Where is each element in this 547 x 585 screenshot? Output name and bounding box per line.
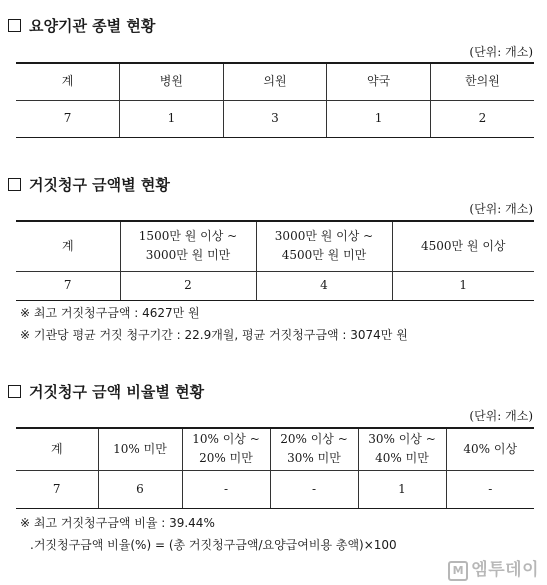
value-cell: 7 — [16, 470, 98, 508]
value-cell: - — [446, 470, 534, 508]
value-cell: - — [270, 470, 358, 508]
header-cell: 계 — [16, 63, 120, 100]
note-average: ※ 기관당 평균 거짓 청구기간 : 22.9개월, 평균 거짓청구금액 : 3074만 원 — [20, 328, 408, 342]
table-row — [16, 470, 534, 508]
checkbox-square-icon — [8, 178, 21, 191]
note-max-ratio: ※ 최고 거짓청구금액 비율 : 39.44% — [20, 516, 215, 530]
header-line: 30% 미만 — [287, 451, 341, 466]
value-cell: 7 — [16, 271, 120, 300]
watermark-logo — [448, 555, 539, 581]
ratio-table — [16, 427, 534, 509]
value-cell: 7 — [16, 100, 120, 137]
table-row — [16, 271, 534, 300]
header-line: 4500만 원 미만 — [281, 248, 367, 263]
checkbox-square-icon — [8, 385, 21, 398]
unit-label: (단위: 개소) — [469, 45, 533, 59]
header-cell — [16, 428, 98, 470]
header-line: 40% 미만 — [375, 451, 429, 466]
checkbox-square-icon — [8, 19, 21, 32]
section-title-amount — [8, 175, 170, 195]
unit-label: (단위: 개소) — [469, 409, 533, 423]
header-line: 4500만 원 이상 — [420, 238, 506, 253]
table-row — [16, 100, 534, 137]
header-cell: 병원 — [120, 63, 224, 100]
unit-label: (단위: 개소) — [469, 202, 533, 216]
header-cell — [182, 428, 270, 470]
header-line: 계 — [61, 238, 74, 253]
institution-type-table — [16, 62, 534, 138]
header-cell — [358, 428, 446, 470]
value-cell: 3 — [223, 100, 327, 137]
header-line: 3000만 원 미만 — [145, 248, 231, 263]
note-max-amount: ※ 최고 거짓청구금액 : 4627만 원 — [20, 306, 200, 320]
header-cell — [120, 221, 256, 271]
note-ratio-formula: .거짓청구금액 비율(%) = (총 거짓청구금액/요양급여비용 총액)×100 — [30, 538, 397, 552]
header-line: 10% 미만 — [113, 441, 167, 456]
header-line: 30% 이상 ~ — [368, 432, 436, 447]
header-cell — [446, 428, 534, 470]
value-cell: 1 — [358, 470, 446, 508]
header-cell — [16, 221, 120, 271]
value-cell: 1 — [327, 100, 431, 137]
section-title-ratio — [8, 382, 204, 402]
header-cell — [392, 221, 534, 271]
header-line: 10% 이상 ~ — [192, 432, 260, 447]
value-cell: 2 — [120, 271, 256, 300]
header-cell — [256, 221, 392, 271]
value-cell: 6 — [98, 470, 182, 508]
amount-table — [16, 220, 534, 301]
header-line: 1500만 원 이상 ~ — [138, 229, 238, 244]
header-cell: 한의원 — [430, 63, 534, 100]
value-cell: - — [182, 470, 270, 508]
header-line: 20% 미만 — [199, 451, 253, 466]
watermark-text: 엠투데이 — [471, 560, 539, 580]
header-cell: 의원 — [223, 63, 327, 100]
value-cell: 1 — [120, 100, 224, 137]
header-cell: 약국 — [327, 63, 431, 100]
section-title-text: 거짓청구 금액 비율별 현황 — [29, 383, 205, 401]
header-line: 계 — [50, 441, 63, 456]
logo-icon: M — [448, 561, 468, 581]
header-cell — [98, 428, 182, 470]
value-cell: 1 — [392, 271, 534, 300]
value-cell: 2 — [430, 100, 534, 137]
header-line: 20% 이상 ~ — [280, 432, 348, 447]
header-cell — [270, 428, 358, 470]
header-line: 3000만 원 이상 ~ — [274, 229, 374, 244]
section-title-institution-type — [8, 16, 155, 36]
section-title-text: 요양기관 종별 현황 — [29, 17, 156, 35]
value-cell: 4 — [256, 271, 392, 300]
section-title-text: 거짓청구 금액별 현황 — [29, 176, 170, 194]
header-line: 40% 이상 — [463, 441, 518, 456]
